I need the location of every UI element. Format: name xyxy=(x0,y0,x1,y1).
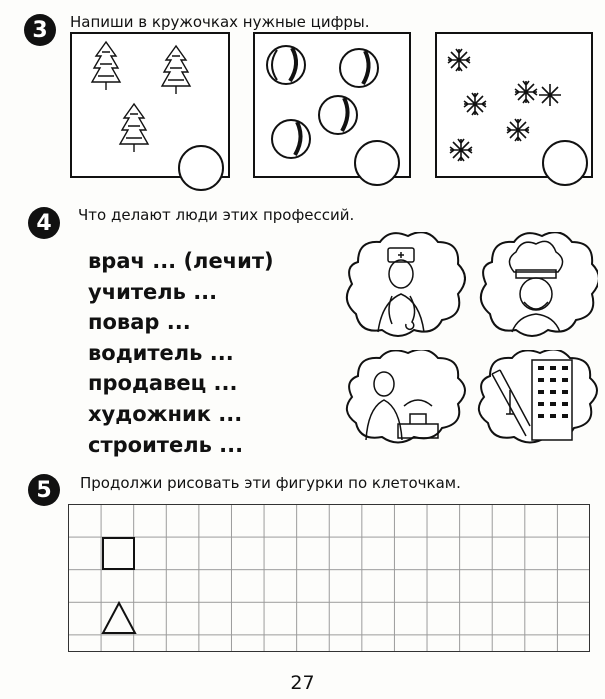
task-3-text: Напиши в кружочках нужные цифры. xyxy=(70,13,370,31)
builder-icon xyxy=(470,350,598,450)
task-5-badge: 5 xyxy=(28,474,60,506)
profession-item: повар ... xyxy=(88,310,191,335)
task-4-badge: 4 xyxy=(28,207,60,239)
triangle-icon xyxy=(103,603,135,633)
profession-list xyxy=(88,246,274,460)
page-number: 27 xyxy=(290,672,315,694)
profession-item: строитель ... xyxy=(88,432,244,457)
square-icon xyxy=(103,538,134,569)
seller-icon xyxy=(338,350,466,450)
chef-icon xyxy=(472,232,598,344)
profession-item: учитель ... xyxy=(88,279,218,304)
answer-circle-snowflakes[interactable] xyxy=(542,140,588,186)
answer-circle-balls[interactable] xyxy=(354,140,400,186)
doctor-icon xyxy=(338,232,466,344)
answer-circle-trees[interactable] xyxy=(178,145,224,191)
profession-item: водитель ... xyxy=(88,340,234,365)
task-5-text: Продолжи рисовать эти фигурки по клеточкам. xyxy=(80,474,461,492)
profession-item: продавец ... xyxy=(88,371,238,396)
task-3-badge: 3 xyxy=(24,14,56,46)
drawing-grid[interactable] xyxy=(68,504,590,652)
task-4-text: Что делают люди этих профессий. xyxy=(78,206,355,224)
profession-item: врач ... (лечит) xyxy=(88,249,274,273)
profession-item: художник ... xyxy=(88,401,243,426)
